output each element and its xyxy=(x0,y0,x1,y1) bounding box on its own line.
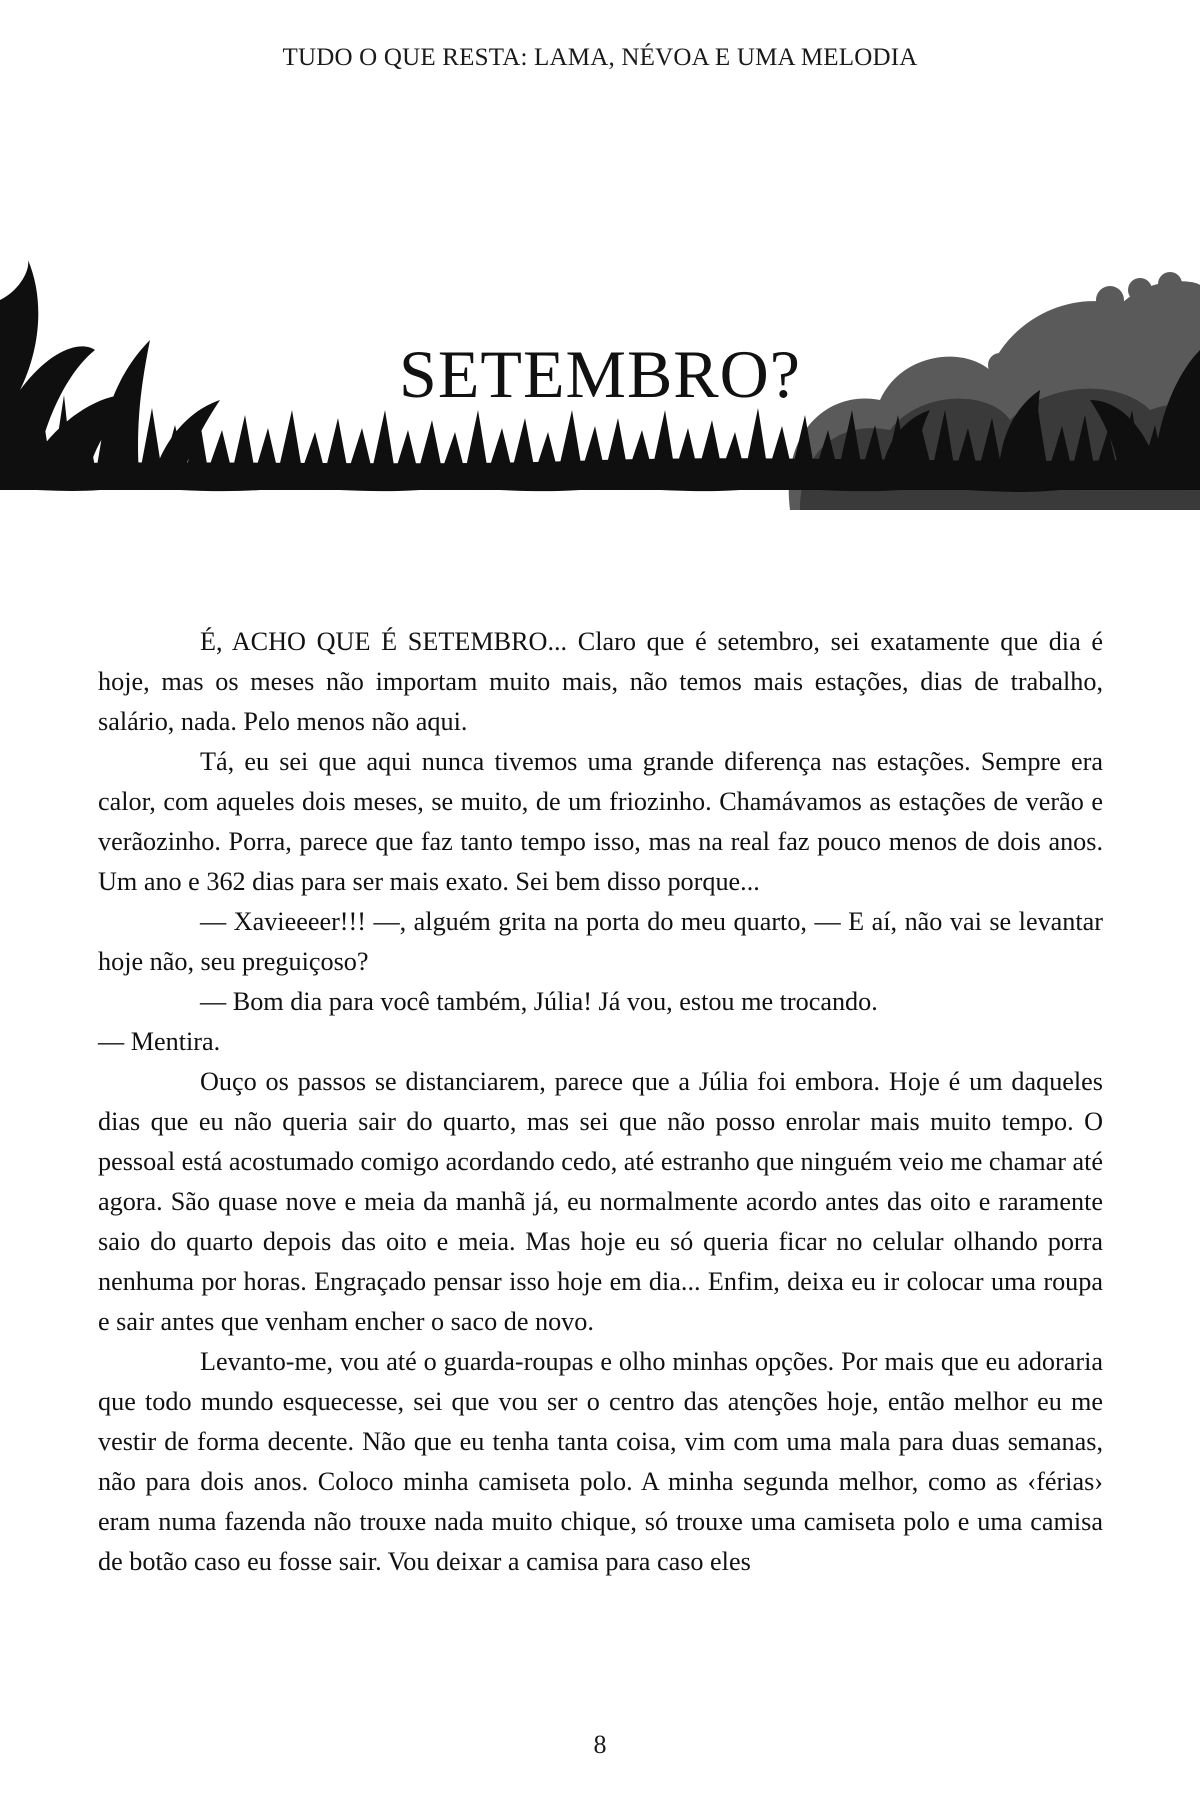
paragraph: É, ACHO QUE É SETEMBRO... Claro que é setembro, sei exatamente que dia é hoje, mas os meses não importam muito mais, não temos mais estações, dias de trabalho, salário, nada. Pelo menos não aqui. xyxy=(98,627,1103,736)
chapter-title: SETEMBRO? xyxy=(399,336,801,412)
dialogue-paragraph: — Bom dia para você também, Júlia! Já vou, estou me trocando. xyxy=(200,987,878,1016)
running-header: TUDO O QUE RESTA: LAMA, NÉVOA E UMA MELODIA xyxy=(282,44,918,71)
paragraph: Levanto-me, vou até o guarda-roupas e olho minhas opções. Por mais que eu adoraria que todo mundo esquecesse, sei que vou ser o centro das atenções hoje, então melhor eu me vestir de forma decente. Não que eu tenha tanta coisa, vim com uma mala para duas semanas, não para dois anos. Coloco minha camiseta polo. A minha segunda melhor, como as ‹férias› eram numa fazenda não trouxe nada muito chique, só trouxe uma camiseta polo e uma camisa de botão caso eu fosse sair. Vou deixar a camisa para caso eles xyxy=(98,1347,1103,1576)
dialogue-paragraph: — Xavieeeer!!! —, alguém grita na porta do meu quarto, — E aí, não vai se levantar hoje não, seu preguiçoso? xyxy=(98,907,1103,976)
grass-silhouette-illustration xyxy=(0,260,1200,590)
chapter-body xyxy=(98,622,1103,1582)
paragraph: Tá, eu sei que aqui nunca tivemos uma grande diferença nas estações. Sempre era calor, com aqueles dois meses, se muito, de um friozinho. Chamávamos as estações de verão e verãozinho. Porra, parece que faz tanto tempo isso, mas na real faz pouco menos de dois anos. Um ano e 362 dias para ser mais exato. Sei bem disso porque... xyxy=(98,747,1103,896)
page-number: 8 xyxy=(593,1730,607,1759)
dialogue-paragraph: — Mentira. xyxy=(98,1027,221,1056)
paragraph: Ouço os passos se distanciarem, parece que a Júlia foi embora. Hoje é um daqueles dias que eu não queria sair do quarto, mas sei que não posso enrolar mais muito tempo. O pessoal está acostumado comigo acordando cedo, até estranho que ninguém veio me chamar até agora. São quase nove e meia da manhã já, eu normalmente acordo antes das oito e raramente saio do quarto depois das oito e meia. Mas hoje eu só queria ficar no celular olhando porra nenhuma por horas. Engraçado pensar isso hoje em dia... Enfim, deixa eu ir colocar uma roupa e sair antes que venham encher o saco de novo. xyxy=(98,1067,1103,1336)
